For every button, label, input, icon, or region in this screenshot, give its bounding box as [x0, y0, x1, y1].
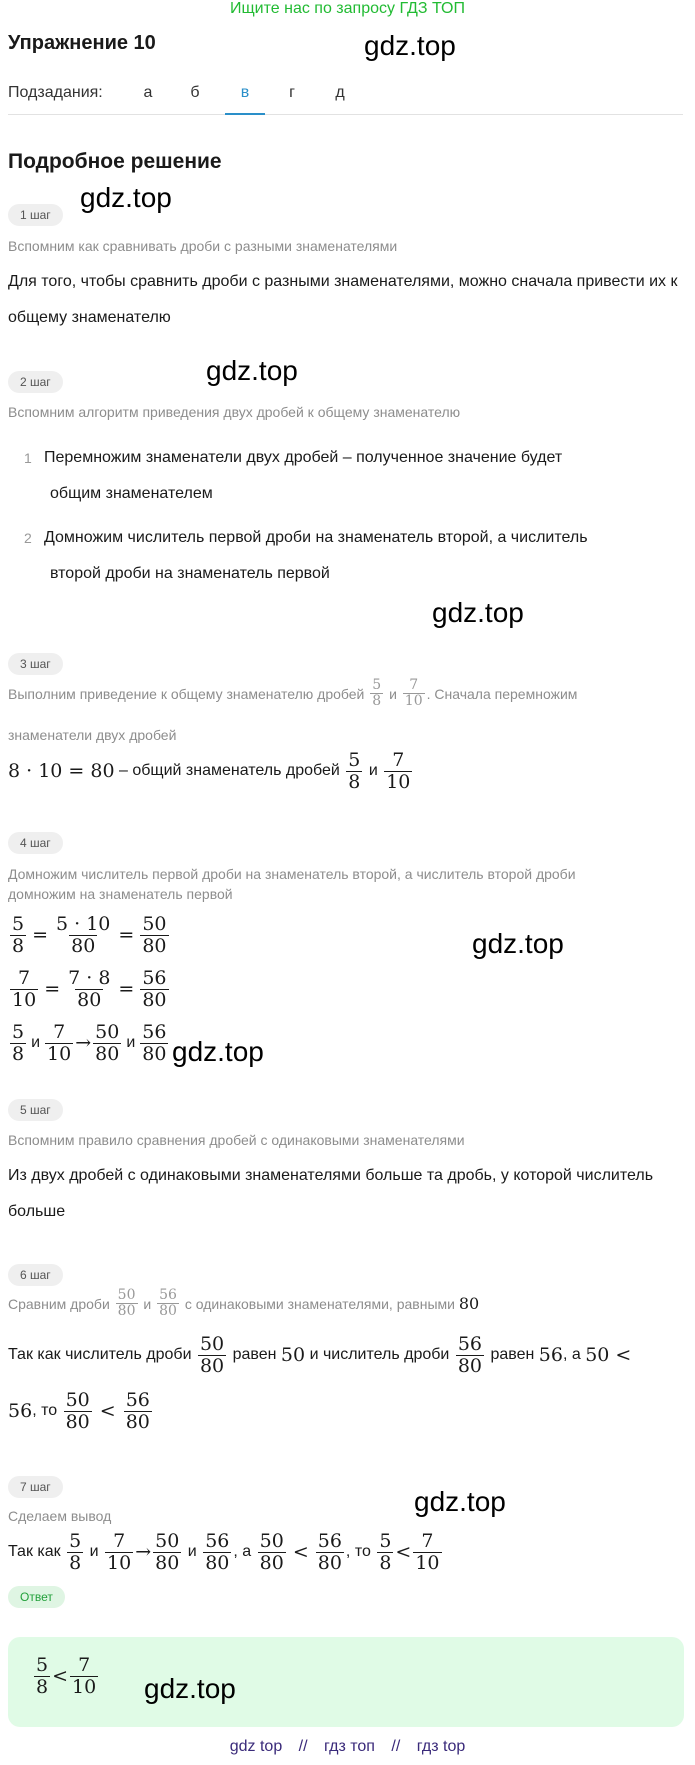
hint-text: Выполним приведение к общему знаменателю дробей [8, 685, 365, 702]
hint-text: Сравним дроби [8, 1295, 110, 1312]
step-2-hint: Вспомним алгоритм приведения двух дробей к общему знаменателю [8, 404, 461, 420]
equation: 8 · 10 = 80 [8, 760, 115, 783]
step-1-text: Для того, чтобы сравнить дроби с разными знаменателями, можно сначала привести их к общему знаменателю [8, 273, 678, 326]
footer-separator: // [298, 1738, 308, 1755]
footer-link[interactable]: gdz top [229, 1738, 283, 1755]
and-word: и [126, 1034, 136, 1052]
fraction-5-8: $\frac{5}{8}$ [12, 1021, 25, 1065]
less-than-sign: < [395, 1541, 412, 1564]
list-item-number: 1 [24, 450, 32, 466]
less-than-sign: < [52, 1665, 69, 1688]
answer-expression [32, 1655, 100, 1698]
hint-text: . Сначала перемножим [426, 685, 578, 702]
subtask-tab-v[interactable]: в [225, 84, 265, 115]
exercise-title: Упражнение 10 [8, 32, 156, 54]
subtask-tab-a[interactable]: а [143, 84, 153, 101]
subtasks-label: Подзадания: [8, 84, 103, 101]
fraction-product: $\frac{5 \cdot 10}{80}$ [56, 913, 111, 957]
step-3-badge: 3 шаг [8, 653, 63, 675]
watermark: gdz.top [364, 30, 456, 61]
step-6-badge: 6 шаг [8, 1264, 63, 1286]
fraction-56-80: $\frac{56}{80}$ [142, 1021, 167, 1065]
answer-box [8, 1637, 684, 1727]
fraction-7-10: $\frac{7}{10}$ [72, 1654, 97, 1698]
fraction-50-80: $\frac{50}{80}$ [259, 1530, 284, 1574]
list-item-line: Перемножим знаменатели двух дробей – полученное значение будет [44, 449, 563, 466]
statement-text: и числитель дроби [309, 1346, 450, 1364]
statement-text: Так как [8, 1543, 61, 1561]
hint-and: и [143, 1295, 152, 1312]
step-1-hint: Вспомним как сравнивать дроби с разными знаменателями [8, 238, 398, 254]
fraction-50-80: $\frac{50}{80}$ [65, 1389, 90, 1433]
answer-badge: Ответ [8, 1586, 65, 1608]
step-4-hint-cont: домножим на знаменатель первой [8, 886, 233, 902]
fraction-50-80: $\frac{50}{80}$ [142, 913, 167, 957]
and-word: и [31, 1034, 41, 1052]
subtask-tab-b[interactable]: б [190, 84, 200, 101]
fraction-7-10: $\frac{7}{10}$ [12, 967, 37, 1011]
statement-text: , а [562, 1346, 581, 1364]
comparison: 50 < [585, 1344, 632, 1367]
step-6-line-1 [8, 1334, 631, 1377]
step-7-conclusion [8, 1531, 444, 1574]
fraction-5-8: $\frac{5}{8}$ [379, 1530, 392, 1574]
footer-link[interactable]: гдз top [416, 1738, 466, 1755]
fraction-7-10: $\frac{7}{10}$ [415, 1530, 440, 1574]
watermark: gdz.top [432, 597, 524, 628]
hint-text: с одинаковыми знаменателями, равными [184, 1295, 455, 1312]
fraction-50-80: $\frac{50}{80}$ [199, 1333, 225, 1377]
watermark: gdz.top [206, 355, 298, 386]
hint-and: и [389, 685, 397, 702]
fraction-56-80: $\frac{56}{80}$ [142, 967, 167, 1011]
step-7-hint: Сделаем вывод [8, 1508, 112, 1524]
step-4-badge: 4 шаг [8, 832, 63, 854]
solution-title: Подробное решение [8, 150, 222, 173]
statement-text: , то [32, 1402, 58, 1420]
fraction-7-10: $\frac{7}{10}$ [47, 1021, 72, 1065]
step-6-hint [8, 1288, 479, 1320]
value-50: 50 [280, 1344, 306, 1367]
and-word: и [89, 1543, 99, 1561]
fraction-50-80: $\frac{50}{80}$ [95, 1021, 120, 1065]
watermark: gdz.top [472, 928, 564, 959]
statement-text: равен [232, 1346, 277, 1364]
fraction-7-10: $\frac{7}{10}$ [386, 749, 411, 793]
watermark: gdz.top [414, 1486, 506, 1517]
statement-text: – общий знаменатель дробей [114, 762, 345, 780]
and-word: и [187, 1543, 197, 1561]
less-than-sign: < [99, 1400, 116, 1423]
list-item [24, 440, 684, 512]
fraction-50-80: $\frac{50}{80}$ [155, 1530, 180, 1574]
and-word: и [368, 762, 378, 780]
fraction-56-80: $\frac{56}{80}$ [457, 1333, 482, 1377]
hint-value: 80 [458, 1294, 480, 1314]
equation-row-3 [8, 1022, 170, 1065]
fraction-56-80: $\frac{56}{80}$ [205, 1530, 230, 1574]
subtasks-bar [8, 84, 683, 115]
fraction-56-80: $\frac{56}{80}$ [159, 1287, 177, 1320]
fraction-7-10: $\frac{7}{10}$ [404, 677, 423, 710]
list-item-line: общим знаменателем [50, 485, 213, 502]
value-56: 56 [538, 1344, 563, 1367]
fraction-56-80: $\frac{56}{80}$ [125, 1389, 150, 1433]
fraction-product: $\frac{7 \cdot 8}{80}$ [68, 967, 111, 1011]
top-banner[interactable]: Ищите нас по запросу ГДЗ ТОП [230, 0, 465, 17]
step-6-line-2 [8, 1390, 154, 1433]
statement-text: равен [490, 1346, 535, 1364]
step-5-hint: Вспомним правило сравнения дробей с одинаковыми знаменателями [8, 1132, 465, 1148]
arrow-icon: → [75, 1032, 92, 1055]
arrow-icon: → [135, 1541, 152, 1564]
equals-sign: = [44, 978, 61, 1001]
list-item [24, 520, 684, 592]
equals-sign: = [118, 924, 135, 947]
statement-text: Так как числитель дроби [8, 1346, 192, 1364]
step-5-badge: 5 шаг [8, 1099, 63, 1121]
equals-sign: = [32, 924, 49, 947]
step-1-badge: 1 шаг [8, 204, 63, 226]
footer-links [0, 1738, 695, 1756]
step-2-badge: 2 шаг [8, 371, 63, 393]
fraction-5-8: $\frac{5}{8}$ [372, 677, 382, 710]
footer-link[interactable]: гдз топ [324, 1738, 375, 1755]
watermark: gdz.top [172, 1036, 264, 1067]
fraction-56-80: $\frac{56}{80}$ [317, 1530, 342, 1574]
list-item-line: второй дроби на знаменатель первой [50, 565, 330, 582]
equation-row-1 [8, 914, 171, 957]
equation-row-2 [8, 968, 171, 1011]
fraction-5-8: $\frac{5}{8}$ [348, 749, 361, 793]
less-than-sign: < [292, 1541, 309, 1564]
step-5-text: Из двух дробей с одинаковыми знаменателями больше та дробь, у которой числитель больше [8, 1167, 654, 1220]
statement-text: , то [345, 1543, 371, 1561]
step-4-hint: Домножим числитель первой дроби на знаменатель второй, а числитель второй дроби [8, 866, 576, 882]
fraction-7-10: $\frac{7}{10}$ [107, 1530, 132, 1574]
step-3-hint-cont: знаменатели двух дробей [8, 727, 177, 743]
watermark: gdz.top [144, 1673, 236, 1704]
fraction-50-80: $\frac{50}{80}$ [117, 1287, 136, 1320]
fraction-5-8: $\frac{5}{8}$ [69, 1530, 82, 1574]
watermark: gdz.top [80, 182, 172, 213]
algorithm-list [24, 440, 684, 592]
step-3-hint [8, 678, 577, 710]
list-item-line: Домножим числитель первой дроби на знаменатель второй, а числитель [44, 529, 588, 546]
value-56: 56 [8, 1400, 33, 1423]
fraction-5-8: $\frac{5}{8}$ [12, 913, 25, 957]
subtask-tab-g[interactable]: г [289, 84, 295, 101]
subtask-tab-d[interactable]: д [335, 84, 345, 101]
equals-sign: = [118, 978, 135, 1001]
list-item-number: 2 [24, 530, 32, 546]
step-3-statement [8, 750, 414, 793]
fraction-5-8: $\frac{5}{8}$ [36, 1654, 49, 1698]
step-7-badge: 7 шаг [8, 1476, 63, 1498]
statement-text: , а [233, 1543, 252, 1561]
footer-separator: // [391, 1738, 401, 1755]
